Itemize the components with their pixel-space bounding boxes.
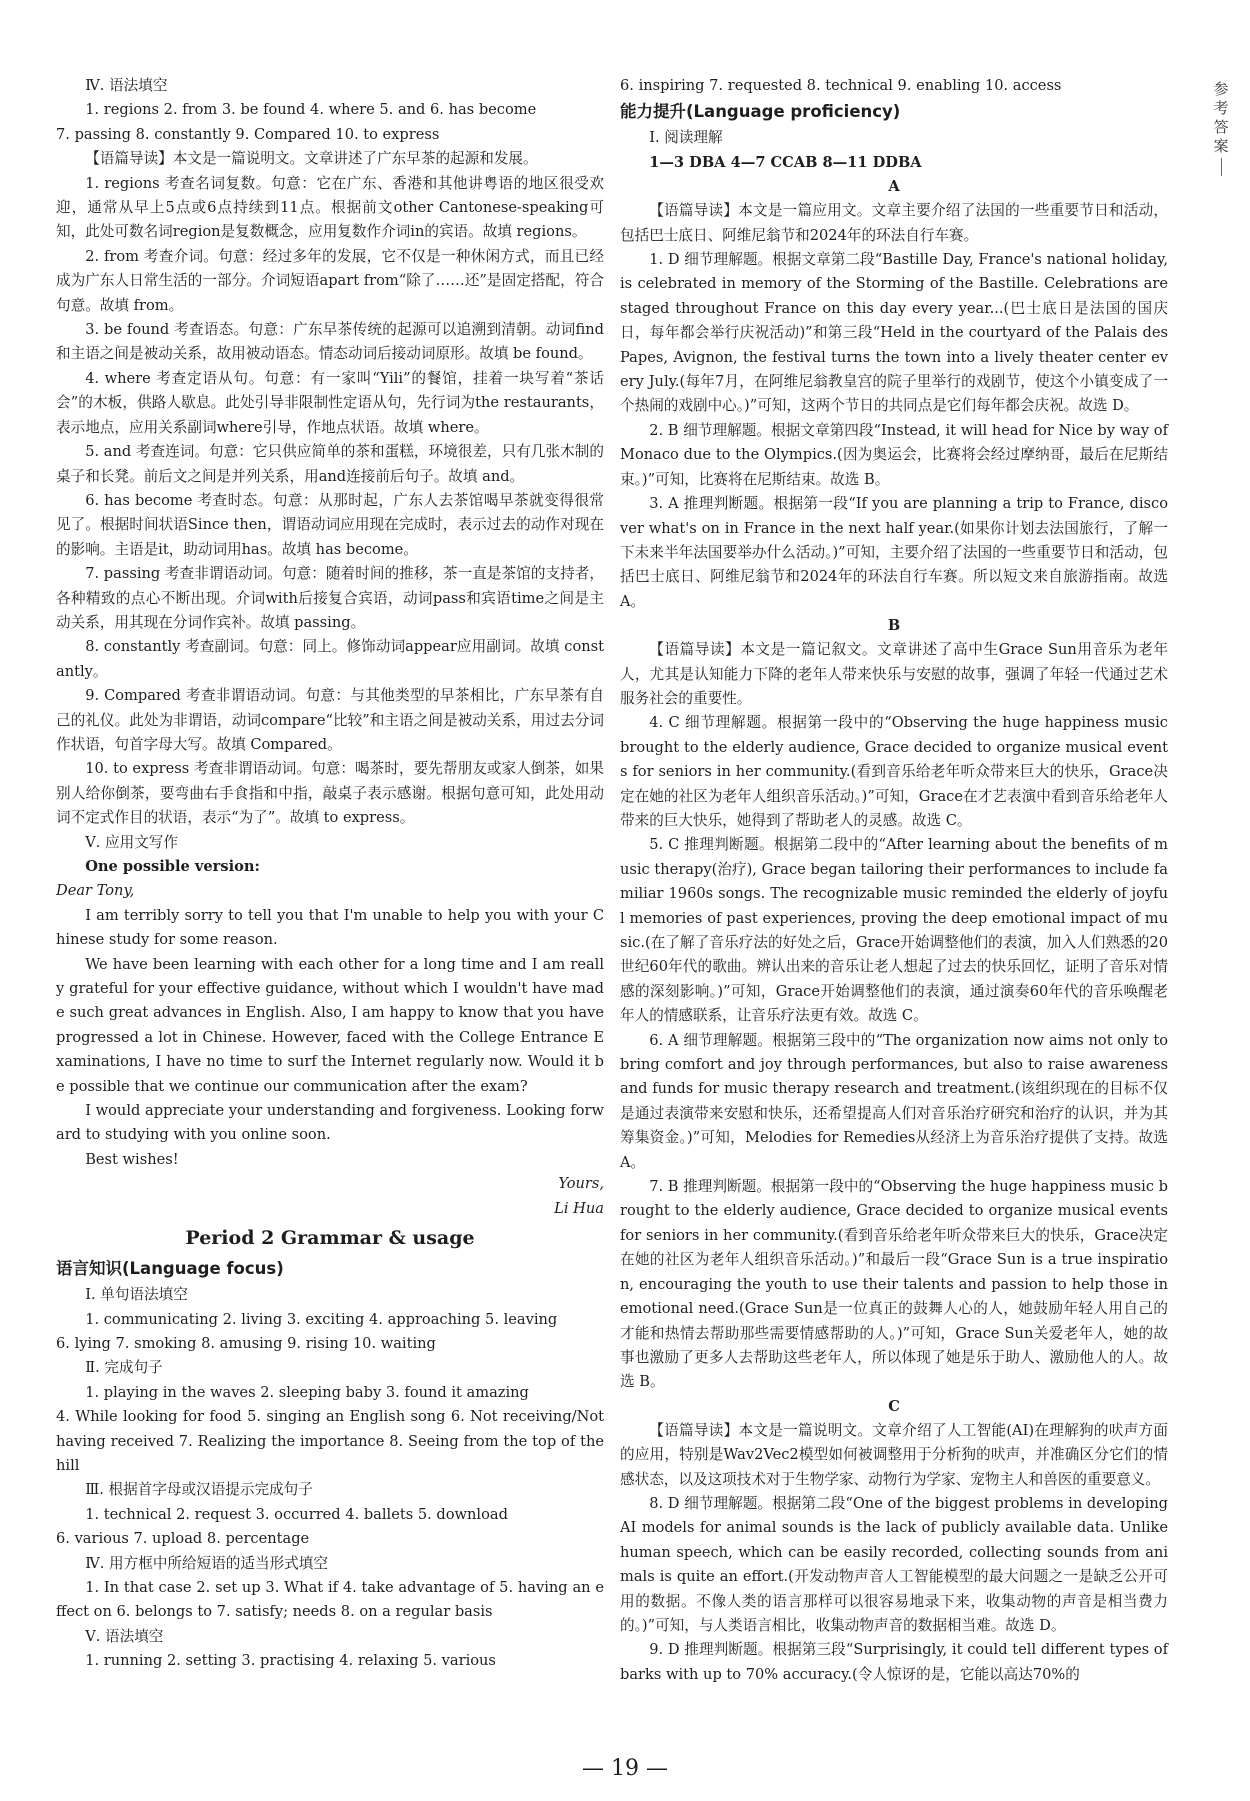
right-paragraph-11: 4. C 细节理解题。根据第一段中的“Observing the huge happiness music brought to the elderly audience, Grace decided to organize musical events for seniors in her community.(看到音乐给老年听众带来巨大的快乐，Grace决定在她的社区为老年人组织音乐活动。)”可知，Grace在才艺表演中看到音乐给老年人带来的巨大快乐，她得到了帮助老人的灵感。故选 C。 [620, 714, 1168, 829]
right-paragraph-15: C [888, 1397, 900, 1415]
side-rule [1221, 158, 1222, 176]
left-paragraph-23: Period 2 Grammar & usage [185, 1227, 475, 1250]
left-paragraph-5: 2. from 考查介词。句意：经过多年的发展，它不仅是一种休闲方式，而且已经成为广东人日常生活的一部分。介词短语apart from“除了……还”是固定搭配，符合句意。故填 from。 [56, 247, 604, 314]
left-paragraph-34: Ⅳ. 用方框中所给短语的适当形式填空 [85, 1554, 328, 1572]
right-paragraph-6: 1. D 细节理解题。根据文章第二段“Bastille Day, France's national holiday, is celebrated in memory of the Storming of the Bastille. Celebrations are staged throughout France on this day every year...(巴士底日是法国的国庆日，每年都会举行庆祝活动)”和第三段“Held in the courtyard of the Palais des Papes, Avignon, the festival turns the town into a lively theater center every July.(每年7月，在阿维尼翁教皇宫的院子里举行的戏剧节，使这个小镇变成了一个热闹的戏剧中心。)”可知，这两个节日的共同点是它们每年都会庆祝。故选 D。 [620, 251, 1168, 415]
left-paragraph-24: 语言知识(Language focus) [56, 1259, 284, 1279]
right-paragraph-13: 6. A 细节理解题。根据第三段中的“The organization now aims not only to bring comfort and joy through performances, but also to raise awareness and funds for music therapy research and treatment.(该组织现在的目标不仅是通过表演带来安慰和快乐，还希望提高人们对音乐治疗研究和治疗的认识，并为其筹集资金。)”可知，Melodies for Remedies从经济上为音乐治疗提供了支持。故选 A。 [620, 1031, 1168, 1171]
left-paragraph-2: 7. passing 8. constantly 9. Compared 10. to express [56, 125, 440, 143]
right-paragraph-7: 2. B 细节理解题。根据文章第四段“Instead, it will head for Nice by way of Monaco due to the Olympics.(因为奥运会，比赛将会经过摩纳哥，最后在尼斯结束。)”可知，比赛将在尼斯结束。故选 B。 [620, 421, 1168, 488]
right-paragraph-0: 6. inspiring 7. requested 8. technical 9. enabling 10. access [620, 77, 1062, 94]
left-paragraph-36: Ⅴ. 语法填空 [85, 1627, 164, 1645]
side-char-3: 答 [1213, 118, 1229, 136]
left-paragraph-12: 9. Compared 考查非谓语动词。句意：与其他类型的早茶相比，广东早茶有自己的礼仪。此处为非谓语，动词compare“比较”和主语之间是被动关系，用过去分词作状语，句首字母大写。故填 Compared。 [56, 687, 604, 753]
left-paragraph-15: One possible version: [85, 858, 260, 875]
page-number: — 19 — [582, 1756, 668, 1781]
left-paragraph-32: 1. technical 2. request 3. occurred 4. ballets 5. download [85, 1505, 508, 1523]
left-paragraph-4: 1. regions 考查名词复数。句意：它在广东、香港和其他讲粤语的地区很受欢迎，通常从早上5点或6点持续到11点。根据前文other Cantonese-speaking可知，此处可数名词region是复数概念，应用复数作介词in的宾语。故填 regions。 [56, 174, 604, 241]
left-paragraph-1: 1. regions 2. from 3. be found 4. where 5. and 6. has become [85, 101, 537, 119]
left-paragraph-28: Ⅱ. 完成句子 [85, 1359, 163, 1377]
right-paragraph-12: 5. C 推理判断题。根据第二段中的“After learning about the benefits of music therapy(治疗), Grace began tailoring their performances to include familiar 1960s songs. The recognizable music reminded the elderly of joyful memories of past experiences, proving the deep emotional impact of music.(在了解了音乐疗法的好处之后，Grace开始调整他们的表演，加入人们熟悉的20世纪60年代的歌曲。辨认出来的音乐让老人想起了过去的快乐回忆，证明了音乐对情感的深刻影响。)”可知，Grace开始调整他们的表演，通过演奏60年代的音乐唤醒老年人的情感联系，让音乐疗法更有效。故选 C。 [620, 836, 1168, 1025]
left-paragraph-11: 8. constantly 考查副词。句意：同上。修饰动词appear应用副词。故填 constantly。 [56, 638, 604, 680]
left-column [56, 74, 604, 1674]
left-paragraph-29: 1. playing in the waves 2. sleeping baby 3. found it amazing [85, 1383, 529, 1401]
side-char-1: 参 [1213, 80, 1229, 98]
right-paragraph-5: 【语篇导读】本文是一篇应用文。文章主要介绍了法国的一些重要节日和活动，包括巴士底日、阿维尼翁节和2024年的环法自行车赛。 [620, 202, 1168, 244]
side-label-reference-answers [1210, 80, 1232, 176]
left-paragraph-14: Ⅴ. 应用文写作 [85, 833, 178, 851]
left-paragraph-27: 6. lying 7. smoking 8. amusing 9. rising 10. waiting [56, 1334, 436, 1352]
side-char-2: 考 [1213, 99, 1229, 117]
right-paragraph-4: A [888, 178, 900, 196]
left-paragraph-22: Li Hua [554, 1199, 604, 1217]
side-char-4: 案 [1213, 137, 1229, 155]
left-paragraph-21: Yours, [558, 1175, 604, 1193]
left-paragraph-7: 4. where 考查定语从句。句意：有一家叫“Yili”的餐馆，挂着一块写着“茶话会”的木板，供路人歇息。此处引导非限制性定语从句，先行词为the restaurants，表示地点，应用关系副词where引导，作地点状语。故填 where。 [56, 369, 604, 436]
left-paragraph-9: 6. has become 考查时态。句意：从那时起，广东人去茶馆喝早茶就变得很常见了。根据时间状语Since then，谓语动词应用现在完成时，表示过去的动作对现在的影响。主语是it，助动词用has。故填 has become。 [56, 491, 604, 558]
right-paragraph-9: B [887, 617, 901, 635]
right-paragraph-10: 【语篇导读】本文是一篇记叙文。文章讲述了高中生Grace Sun用音乐为老年人，尤其是认知能力下降的老年人带来快乐与安慰的故事，强调了年轻一代通过艺术服务社会的重要性。 [620, 641, 1168, 707]
right-paragraph-2: Ⅰ. 阅读理解 [649, 129, 723, 147]
right-paragraph-18: 9. D 推理判断题。根据第三段“Surprisingly, it could tell different types of barks with up to 70% accuracy.(令人惊讶的是，它能以高达70%的 [620, 1641, 1168, 1683]
left-paragraph-18: We have been learning with each other for a long time and I am really grateful for your effective guidance, without which I wouldn't have made such great advances in English. Also, I am happy to know that you have progressed a lot in Chinese. However, faced with the College Entrance Examinations, I have no time to surf the Internet regularly now. Would it be possible that we continue our communication after the exam? [56, 955, 604, 1095]
right-paragraph-17: 8. D 细节理解题。根据第二段“One of the biggest problems in developing AI models for animal sounds is the lack of publicly available data. Unlike human speech, which can be easily recorded, collecting sounds from animals is quite an effort.(开发动物声音人工智能模型的最大问题之一是缺乏公开可用的数据。不像人类的语言那样可以很容易地录下来，收集动物的声音是相当费力的。)”可知，与人类语言相比，收集动物声音的数据相当难。故选 D。 [620, 1494, 1168, 1634]
left-paragraph-8: 5. and 考查连词。句意：它只供应简单的茶和蛋糕，环境很差，只有几张木制的桌子和长凳。前后文之间是并列关系，用and连接前后句子。故填 and。 [56, 443, 604, 485]
right-paragraph-16: 【语篇导读】本文是一篇说明文。文章介绍了人工智能(AI)在理解狗的吠声方面的应用，特别是Wav2Vec2模型如何被调整用于分析狗的吠声，并准确区分它们的情感状态，以及这项技术对于生物学家、动物行为学家、宠物主人和兽医的重要意义。 [620, 1421, 1168, 1488]
left-paragraph-33: 6. various 7. upload 8. percentage [56, 1530, 310, 1548]
left-paragraph-31: Ⅲ. 根据首字母或汉语提示完成句子 [85, 1481, 313, 1499]
right-paragraph-1: 能力提升(Language proficiency) [620, 102, 901, 122]
left-paragraph-6: 3. be found 考查语态。句意：广东早茶传统的起源可以追溯到清朝。动词find和主语之间是被动关系，故用被动语态。情态动词后接动词原形。故填 be found。 [56, 321, 604, 363]
left-paragraph-16: Dear Tony, [56, 882, 135, 900]
left-paragraph-17: I am terribly sorry to tell you that I'm unable to help you with your Chinese study for some reason. [56, 906, 604, 949]
right-paragraph-14: 7. B 推理判断题。根据第一段中的“Observing the huge happiness music brought to the elderly audience, Grace decided to organize musical events for seniors in her community.(看到音乐给老年听众带来巨大的快乐，Grace决定在她的社区为老年人组织音乐活动。)”和最后一段“Grace Sun is a true inspiration, encouraging the youth to use their talents and passion to help those in emotional need.(Grace Sun是一位真正的鼓舞人心的人，她鼓励年轻人用自己的才能和热情去帮助那些需要情感帮助的人。)”可知，Grace Sun关爱老年人，她的故事也激励了更多人去帮助这些老年人，所以体现了她是乐于助人、激励他人的人。故选 B。 [620, 1178, 1168, 1391]
left-paragraph-19: I would appreciate your understanding and forgiveness. Looking forward to studying with you online soon. [56, 1102, 604, 1144]
right-paragraph-3: 1—3 DBA 4—7 CCAB 8—11 DDBA [649, 153, 922, 171]
left-paragraph-37: 1. running 2. setting 3. practising 4. relaxing 5. various [85, 1652, 496, 1670]
left-paragraph-10: 7. passing 考查非谓语动词。句意：随着时间的推移，茶一直是茶馆的支持者，各种精致的点心不断出现。介词with后接复合宾语，动词pass和宾语time之间是主动关系，用其现在分词作宾补。故填 passing。 [56, 565, 604, 631]
right-column [620, 74, 1168, 1687]
left-paragraph-3: 【语篇导读】本文是一篇说明文。文章讲述了广东早茶的起源和发展。 [85, 150, 538, 168]
left-paragraph-20: Best wishes! [85, 1150, 179, 1168]
left-paragraph-0: Ⅳ. 语法填空 [85, 77, 168, 94]
left-paragraph-13: 10. to express 考查非谓语动词。句意：喝茶时，要先帮朋友或家人倒茶，如果别人给你倒茶，要弯曲右手食指和中指，敲桌子表示感谢。根据句意可知，此处用动词不定式作目的状语，表示“为了”。故填 to express。 [56, 760, 604, 827]
left-paragraph-35: 1. In that case 2. set up 3. What if 4. take advantage of 5. having an effect on 6. belongs to 7. satisfy; needs 8. on a regular basis [56, 1578, 604, 1621]
left-paragraph-26: 1. communicating 2. living 3. exciting 4. approaching 5. leaving [85, 1310, 558, 1328]
right-paragraph-8: 3. A 推理判断题。根据第一段“If you are planning a trip to France, discover what's on in France in the next half year.(如果你计划去法国旅行，了解一下未来半年法国要举办什么活动。)”可知，主要介绍了法国的一些重要节日和活动，包括巴士底日、阿维尼翁节和2024年的环法自行车赛。所以短文来自旅游指南。故选 A。 [620, 495, 1168, 610]
left-paragraph-30: 4. While looking for food 5. singing an English song 6. Not receiving/Not having received 7. Realizing the importance 8. Seeing from the top of the hill [56, 1408, 604, 1474]
left-paragraph-25: Ⅰ. 单句语法填空 [85, 1286, 188, 1304]
